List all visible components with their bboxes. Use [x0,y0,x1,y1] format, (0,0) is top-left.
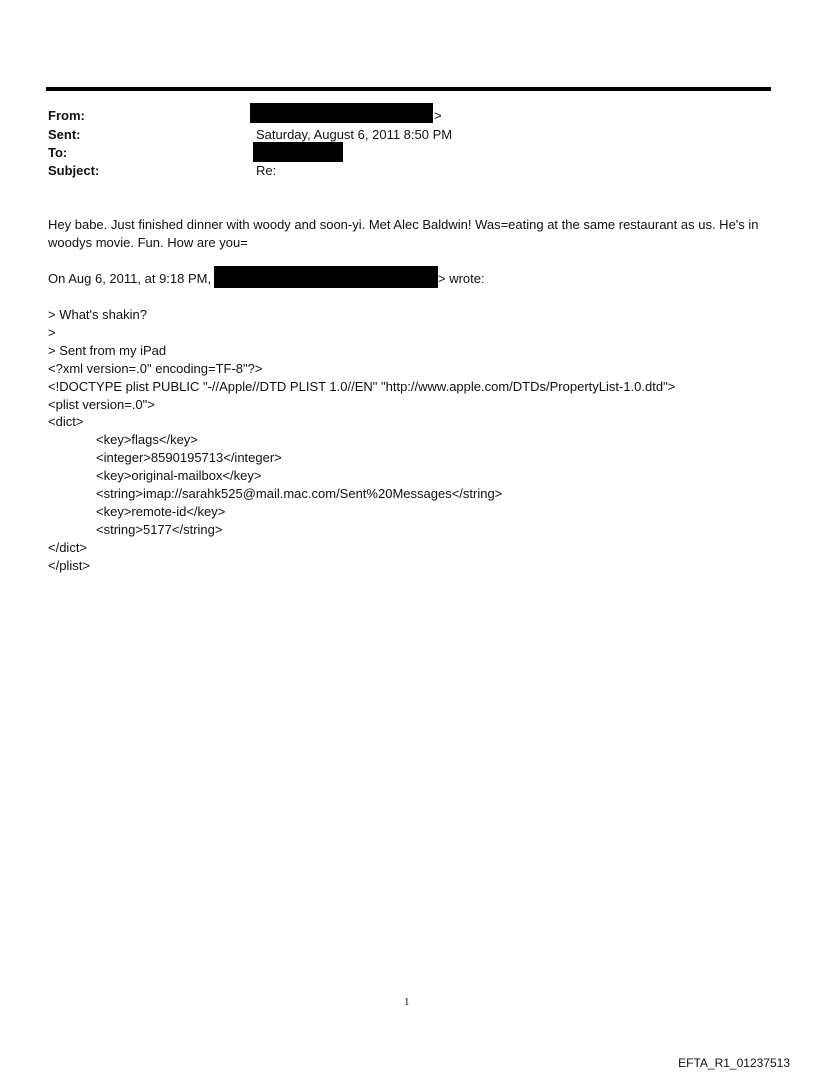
quoted-line: > [48,325,56,340]
xml-indented-line: <key>flags</key> [96,432,198,447]
to-label: To: [48,145,68,160]
xml-line: <dict> [48,414,84,429]
xml-line: <plist version=.0"> [48,397,155,412]
bates-number: EFTA_R1_01237513 [678,1056,790,1070]
quote-intro-prefix: On Aug 6, 2011, at 9:18 PM, [48,271,212,286]
quote-intro-suffix: > wrote: [438,271,485,286]
header-rule [46,87,771,91]
xml-line: <!DOCTYPE plist PUBLIC "-//Apple//DTD PLIST 1.0//EN" "http://www.apple.com/DTDs/PropertyList-1.0.dtd"> [48,379,676,394]
xml-closing-line: </plist> [48,558,90,573]
xml-indented-line: <key>original-mailbox</key> [96,468,262,483]
xml-indented-line: <key>remote-id</key> [96,504,226,519]
quoted-line: > What's shakin? [48,307,147,322]
subject-value: Re: [256,163,277,178]
sent-label: Sent: [48,127,81,142]
redaction-to [253,142,343,162]
message-body: Hey babe. Just finished dinner with woody and soon-yi. Met Alec Baldwin! Was=eating at the same restaurant as us. He's in woodys movie. Fun. How are you= [48,217,759,250]
from-label: From: [48,108,85,123]
xml-closing-line: </dict> [48,540,88,555]
redaction-sender [214,266,438,288]
redaction-from [250,103,433,123]
from-suffix: > [434,108,442,123]
xml-line: <?xml version=.0" encoding=TF-8"?> [48,361,263,376]
xml-indented-line: <string>imap://sarahk525@mail.mac.com/Sent%20Messages</string> [96,486,503,501]
sent-value: Saturday, August 6, 2011 8:50 PM [256,127,453,142]
page-number: 1 [404,996,410,1008]
xml-indented-line: <string>5177</string> [96,522,223,537]
quoted-line: > Sent from my iPad [48,343,167,358]
subject-label: Subject: [48,163,100,178]
xml-indented-line: <integer>8590195713</integer> [96,450,282,465]
